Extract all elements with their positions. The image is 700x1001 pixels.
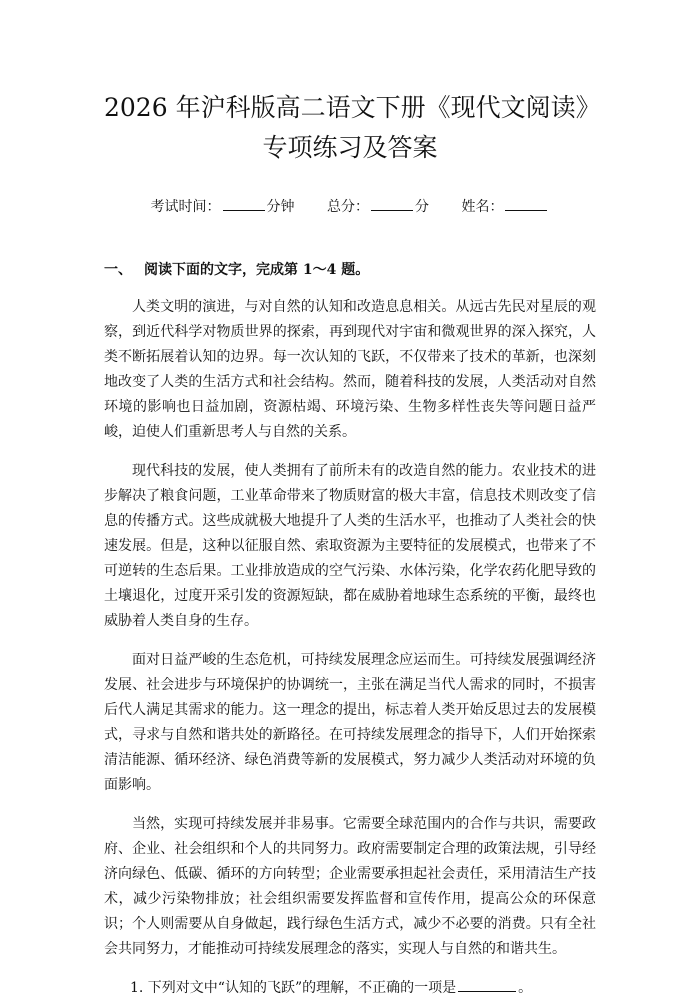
name-label: 姓名： <box>461 199 504 215</box>
exam-time-label: 考试时间： <box>150 199 221 215</box>
total-score-field <box>327 196 429 217</box>
total-score-label: 总分： <box>327 199 369 215</box>
passage-paragraph-2: 现代科技的发展，使人类拥有了前所未有的改造自然的能力。农业技术的进步解决了粮食问题，工业革命带来了物质财富的极大丰富，信息技术则改变了信息的传播方式。这些成就极大地提升了人类的生活水平，也推动了人类社会的快速发展。但是，这种以征服自然、索取资源为主要特征的发展模式，也带来了不可逆转的生态后果。工业排放造成的空气污染、水体污染，化学农药化肥导致的土壤退化，过度开采引发的资源短缺，都在威胁着地球生态系统的平衡，最终也威胁着人类自身的生存。 <box>104 463 596 629</box>
exam-time-unit: 分钟 <box>266 199 295 215</box>
passage-paragraph-1: 人类文明的演进，与对自然的认知和改造息息相关。从远古先民对星辰的观察，到近代科学对物质世界的探索，再到现代对宇宙和微观世界的深入探究，人类不断拓展着认知的边界。每一次认知的飞跃，不仅带来了技术的革新，也深刻地改变了人类的生活方式和社会结构。然而，随着科技的发展，人类活动对自然环境的影响也日益加剧，资源枯竭、环境污染、生物多样性丧失等问题日益严峻，迫使人们重新思考人与自然的关系。 <box>104 299 596 440</box>
passage-paragraph-4: 当然，实现可持续发展并非易事。它需要全球范围内的合作与共识，需要政府、企业、社会组织和个人的共同努力。政府需要制定合理的政策法规，引导经济向绿色、低碳、循环的方向转型；企业需要承担起社会责任，采用清洁生产技术，减少污染物排放；社会组织需要发挥监督和宣传作用，提高公众的环保意识；个人则需要从自身做起，践行绿色生活方式，减少不必要的消费。只有全社会共同努力，才能推动可持续发展理念的落实，实现人与自然的和谐共生。 <box>104 816 596 957</box>
title-line-2: 专项练习及答案 <box>262 133 438 162</box>
title-line-1: 2026 年沪科版高二语文下册《现代文阅读》 <box>104 93 601 122</box>
name-field <box>461 196 549 217</box>
document-title <box>104 88 601 168</box>
passage-paragraph-3: 面对日益严峻的生态危机，可持续发展理念应运而生。可持续发展强调经济发展、社会进步与环境保护的协调统一，主张在满足当代人需求的同时，不损害后代人满足其需求的能力。这一理念的提出，标志着人类开始反思过去的发展模式，寻求与自然和谐共处的新路径。在可持续发展理念的指导下，人们开始探索清洁能源、循环经济、绿色消费等新的发展模式，努力减少人类活动对环境的负面影响。 <box>104 652 596 793</box>
exam-info <box>104 196 596 217</box>
question-1-end: 。 <box>518 980 533 996</box>
total-score-unit: 分 <box>415 199 429 215</box>
exam-time-field <box>151 196 295 217</box>
question-1-text: 1. 下列对文中“认知的飞跃”的理解，不正确的一项是 <box>130 980 457 996</box>
question-1-answer-blank <box>458 977 516 992</box>
section-heading-text: 阅读下面的文字，完成第 1～4 题。 <box>144 262 370 278</box>
question-1 <box>104 976 596 1001</box>
section-number: 一、 <box>104 262 132 278</box>
name-blank <box>505 196 547 211</box>
total-score-blank <box>371 196 413 211</box>
section-heading <box>104 259 596 281</box>
exam-time-blank <box>223 196 265 211</box>
